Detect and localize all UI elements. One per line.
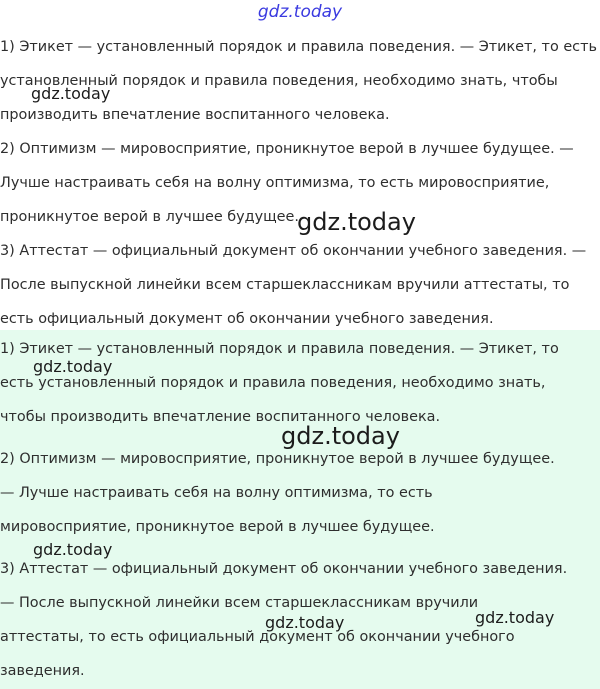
text-line: 1) Этикет — установленный порядок и правила поведения. — Этикет, то	[0, 341, 559, 357]
text-line: 3) Аттестат — официальный документ об окончании учебного заведения.	[0, 561, 568, 577]
text-line: — После выпускной линейки всем старшеклассникам вручили	[0, 595, 479, 611]
text-line: производить впечатление воспитанного человека.	[0, 107, 390, 123]
text-line: 2) Оптимизм — мировосприятие, проникнутое верой в лучшее будущее.	[0, 451, 555, 467]
watermark: gdz.today	[265, 613, 345, 632]
item-optimizm	[0, 132, 596, 234]
text-line: есть установленный порядок и правила поведения, необходимо знать,	[0, 375, 546, 391]
header-watermark: gdz.today	[257, 2, 343, 22]
item-etiket	[0, 30, 596, 132]
text-line: После выпускной линейки всем старшеклассникам вручили аттестаты, то	[0, 277, 570, 293]
text-line: есть официальный документ об окончании учебного заведения.	[0, 311, 494, 327]
watermark: gdz.today	[475, 608, 555, 627]
answer-block-2	[0, 330, 600, 689]
item-etiket	[0, 332, 596, 434]
item-attestat	[0, 234, 596, 336]
item-optimizm	[0, 442, 596, 544]
text-line: 2) Оптимизм — мировосприятие, проникнутое верой в лучшее будущее. —	[0, 141, 574, 157]
text-line: заведения.	[0, 663, 85, 679]
text-line: 1) Этикет — установленный порядок и правила поведения. — Этикет, то есть	[0, 39, 597, 55]
answer-block-1	[0, 30, 600, 330]
text-line: установленный порядок и правила поведения, необходимо знать, чтобы	[0, 73, 558, 89]
watermark: gdz.today	[297, 208, 416, 236]
item-attestat	[0, 552, 596, 688]
watermark: gdz.today	[31, 84, 111, 103]
text-line: мировосприятие, проникнутое верой в лучшее будущее.	[0, 519, 435, 535]
watermark: gdz.today	[33, 357, 113, 376]
text-line: проникнутое верой в лучшее будущее.	[0, 209, 299, 225]
watermark: gdz.today	[281, 422, 400, 450]
text-line: аттестаты, то есть официальный документ об окончании учебного	[0, 629, 515, 645]
text-line: 3) Аттестат — официальный документ об окончании учебного заведения. —	[0, 243, 587, 259]
text-line: — Лучше настраивать себя на волну оптимизма, то есть	[0, 485, 433, 501]
text-line: чтобы производить впечатление воспитанного человека.	[0, 409, 441, 425]
watermark: gdz.today	[33, 540, 113, 559]
text-line: Лучше настраивать себя на волну оптимизма, то есть мировосприятие,	[0, 175, 550, 191]
